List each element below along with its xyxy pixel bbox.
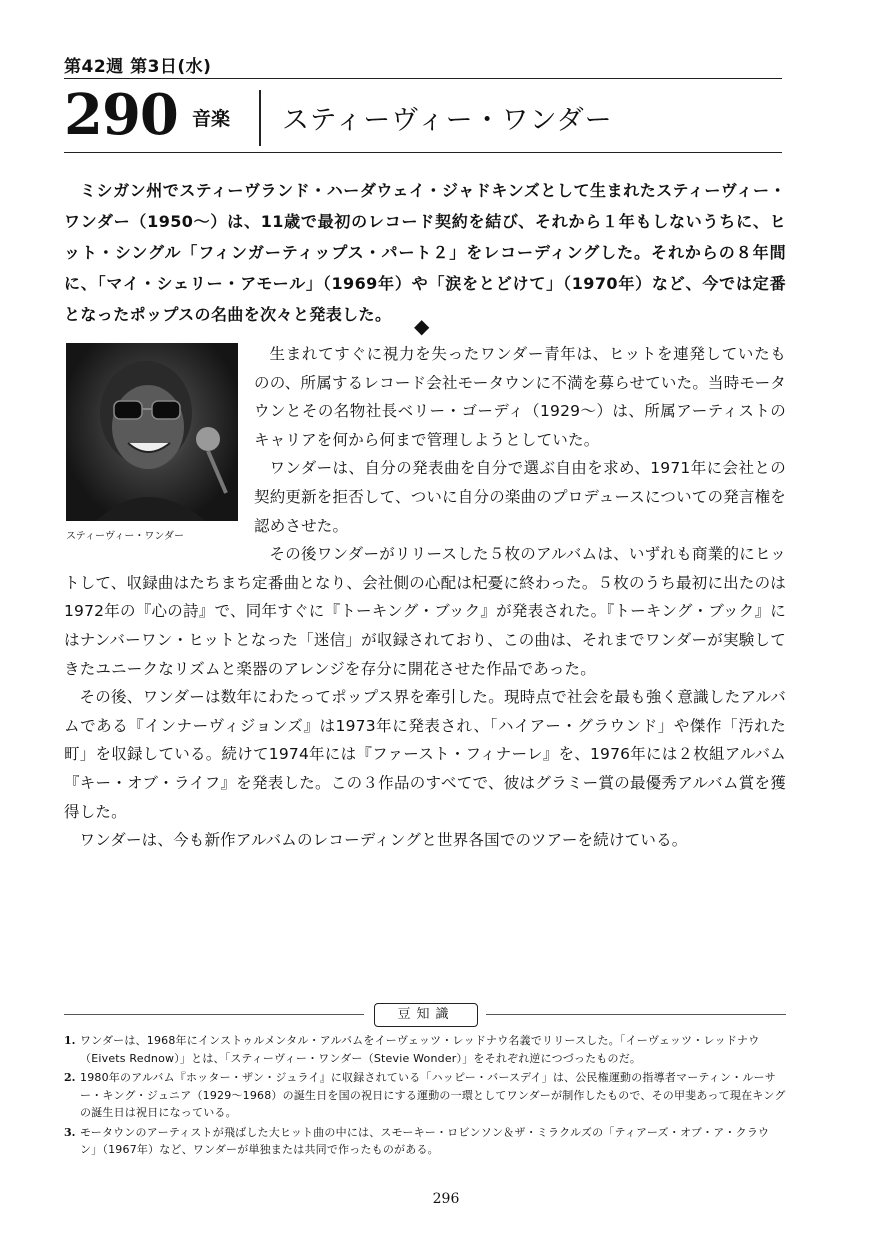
note-number: 2. — [64, 1071, 76, 1084]
header-rule-bottom — [64, 152, 782, 153]
body-paragraph: その後ワンダーがリリースした５枚のアルバムは、いずれも商業的にヒットして、収録曲はたちまち定番曲となり、会社側の心配は杞憂に終わった。５枚のうち最初に出たのは1972年の『心の詩』で、同年すぐに『トーキング・ブック』が発表された。『トーキング・ブック』にはナンバーワン・ヒットとなった「迷信」が収録されており、この曲は、それまでワンダーが実験してきたユニークなリズムと楽器のアレンジを存分に開花させた作品であった。 — [64, 545, 786, 678]
section-separator: ◆ — [414, 314, 430, 338]
note-text: ワンダーは、1968年にインストゥルメンタル・アルバムをイーヴェッツ・レッドナウ名義でリリースした。「イーヴェッツ・レッドナウ（Eivets Rednow）」とは、「スティーヴィー・ワンダー（Stevie Wonder）」をそれぞれ逆につづったものだ。 — [80, 1034, 760, 1065]
trivia-note — [64, 1069, 786, 1122]
page-number: 296 — [432, 1191, 460, 1207]
body-paragraph: ワンダーは、今も新作アルバムのレコーディングと世界各国でのツアーを続けている。 — [79, 831, 688, 850]
trivia-notes — [64, 1032, 786, 1161]
entry-number: 290 — [64, 82, 178, 148]
note-text: 1980年のアルバム『ホッター・ザン・ジュライ』に収録されている「ハッピー・バースデイ」は、公民権運動の指導者マーティン・ルーサー・キング・ジュニア（1929〜1968）の誕生日を国の祝日にする運動の一環としてワンダーが制作したもので、その甲斐あって現在キングの誕生日は祝日になっている。 — [80, 1071, 786, 1119]
intro-paragraph: ミシガン州でスティーヴランド・ハーダウェイ・ジャドキンズとして生まれたスティーヴィー・ワンダー（1950〜）は、11歳で最初のレコード契約を結び、それから１年もしないうちに、ヒット・シングル「フィンガーティップス・パート２」をレコーディングした。それからの８年間に、「マイ・シェリー・アモール」（1969年）や「涙をとどけて」（1970年）など、今では定番となったポップスの名曲を次々と発表した。 — [64, 181, 786, 324]
trivia-note — [64, 1124, 786, 1159]
main-body — [64, 340, 786, 855]
body-paragraph: ワンダーは、自分の発表曲を自分で選ぶ自由を求め、1971年に会社との契約更新を拒否して、ついに自分の楽曲のプロデュースについての発言権を認めさせた。 — [254, 459, 786, 535]
trivia-label: 豆知識 — [374, 1003, 478, 1027]
trivia-rule-left — [64, 1014, 364, 1015]
category-label: 音楽 — [192, 108, 231, 130]
note-number: 1. — [64, 1034, 76, 1047]
photo-caption: スティーヴィー・ワンダー — [66, 531, 184, 542]
week-day-label: 第42週 第3日(水) — [64, 57, 212, 77]
photo-spacer — [64, 340, 254, 552]
trivia-note — [64, 1032, 786, 1067]
entry-title: スティーヴィー・ワンダー — [282, 105, 613, 136]
body-paragraph: その後、ワンダーは数年にわたってポップス界を牽引した。現時点で社会を最も強く意識したアルバムである『インナーヴィジョンズ』は1973年に発表され、「ハイアー・グラウンド」や傑作「汚れた町」を収録している。続けて1974年には『ファースト・フィナーレ』を、1976年には２枚組アルバム『キー・オブ・ライフ』を発表した。この３作品のすべてで、彼はグラミー賞の最優秀アルバム賞を獲得した。 — [64, 688, 786, 821]
note-number: 3. — [64, 1125, 76, 1139]
title-divider — [259, 90, 261, 146]
title-row — [64, 82, 782, 152]
body-paragraph: 生まれてすぐに視力を失ったワンダー青年は、ヒットを連発していたものの、所属するレコード会社モータウンに不満を募らせていた。当時モータウンとその名物社長ベリー・ゴーディ（1929〜）は、所属アーティストのキャリアを何から何まで管理しようとしていた。 — [254, 345, 786, 449]
header-rule-top — [64, 78, 782, 79]
note-text: モータウンのアーティストが飛ばした大ヒット曲の中には、スモーキー・ロビンソン＆ザ・ミラクルズの「ティアーズ・オブ・ア・クラウン」（1967年）など、ワンダーが単独または共同で作ったものがある。 — [80, 1125, 770, 1156]
trivia-rule-right — [486, 1014, 786, 1015]
